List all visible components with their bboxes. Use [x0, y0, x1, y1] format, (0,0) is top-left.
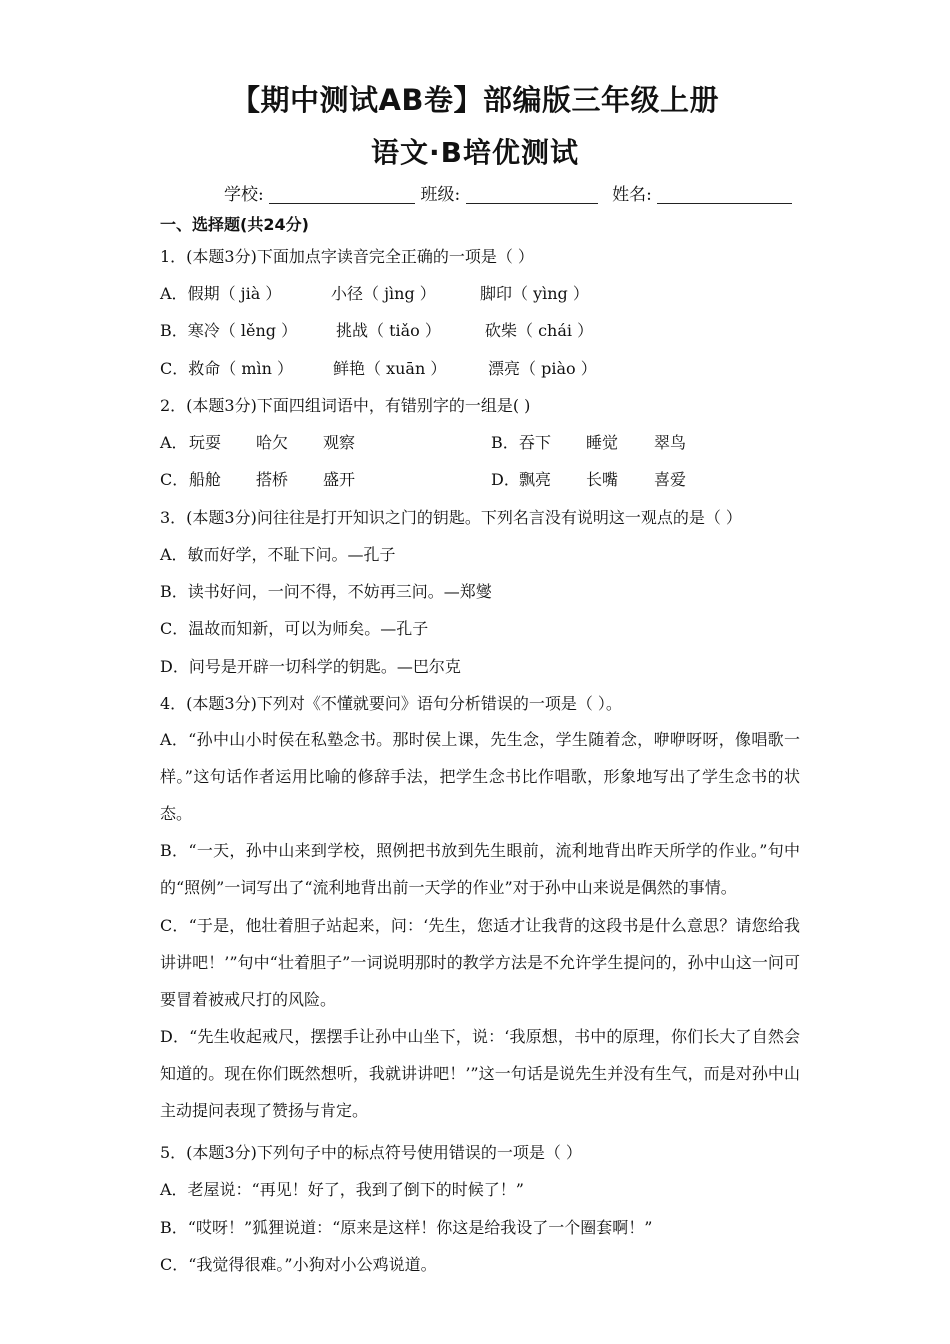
q2-option-b-letter: B．: [491, 433, 519, 452]
q1-option-c: [160, 356, 293, 379]
q2-option-d-word-2: 长嘴: [586, 470, 619, 489]
exam-title: 【期中测试AB卷】部编版三年级上册: [230, 83, 720, 117]
section-heading: 一、选择题(共24分): [160, 215, 309, 234]
exam-subtitle: 语文·B培优测试: [371, 136, 579, 169]
option-letter: B．: [160, 321, 188, 340]
class-label: 班级:: [420, 185, 461, 205]
q1-option-b-item-2: 挑战（ tiǎo ）: [336, 321, 441, 340]
q1-option-b: [160, 318, 297, 341]
q1-option-c-item-3: 漂亮（ piào ）: [488, 359, 597, 378]
question-5-stem: 5．(本题3分)下列句子中的标点符号使用错误的一项是（ ）: [160, 1143, 582, 1162]
q2-option-b-word-1: 吞下: [519, 433, 552, 452]
q2-option-b-word-2: 睡觉: [586, 433, 619, 452]
q3-option-d: D．问号是开辟一切科学的钥匙。—巴尔克: [160, 657, 461, 676]
question-4-stem: 4．(本题3分)下列对《不懂就要问》语句分析错误的一项是（ ）。: [160, 694, 622, 713]
q2-option-c-word-1: 船舱: [189, 470, 222, 489]
q2-option-c-word-3: 盛开: [323, 470, 356, 489]
q3-option-b: B．读书好问，一问不得，不妨再三问。—郑燮: [160, 582, 492, 601]
option-item: 寒冷（ lěng ）: [187, 321, 298, 340]
q1-option-a-item-3: 脚印（ yìng ）: [480, 284, 589, 303]
q2-option-c-letter: C．: [160, 470, 189, 489]
q5-option-b: B．“哎呀！”狐狸说道：“原来是这样！你这是给我设了一个圈套啊！”: [160, 1218, 653, 1237]
q2-option-b-word-3: 翠鸟: [654, 433, 687, 452]
option-item: 假期（ jià ）: [187, 284, 282, 303]
class-blank: [466, 183, 598, 204]
q4-option-a: A．“孙中山小时侯在私塾念书。那时侯上课，先生念，学生随着念，咿咿呀呀，像唱歌一样。”这句话作者运用比喻的修辞手法，把学生念书比作唱歌，形象地写出了学生念书的状态。: [160, 730, 800, 823]
q2-option-d-word-1: 飘亮: [519, 470, 552, 489]
q1-option-a-item-2: 小径（ jìng ）: [331, 284, 436, 303]
q2-option-d-word-3: 喜爱: [654, 470, 687, 489]
school-blank: [269, 183, 415, 204]
name-blank: [657, 183, 792, 204]
option-letter: C．: [160, 359, 189, 378]
q1-option-b-item-3: 砍柴（ chái ）: [485, 321, 594, 340]
name-label: 姓名:: [612, 185, 652, 205]
q4-option-c: C．“于是，他壮着胆子站起来，问：‘先生，您适才让我背的这段书是什么意思？请您给我讲讲吧！’”句中“壮着胆子”一词说明那时的教学方法是不允许学生提问的，孙中山这一问可要冒着被戒尺打的风险。: [160, 916, 800, 1009]
q2-option-a-word-3: 观察: [323, 433, 356, 452]
q2-option-d-letter: D．: [491, 470, 520, 489]
question-3-stem: 3．(本题3分)问往往是打开知识之门的钥匙。下列名言没有说明这一观点的是（ ）: [160, 508, 742, 527]
q2-option-c-word-2: 搭桥: [256, 470, 289, 489]
question-1-stem: 1．(本题3分)下面加点字读音完全正确的一项是（ ）: [160, 247, 534, 266]
q2-option-a-letter: A．: [160, 433, 188, 452]
option-letter: A．: [160, 284, 188, 303]
q4-option-d: D．“先生收起戒尺，摆摆手让孙中山坐下，说：‘我原想，书中的原理，你们长大了自然会知道的。现在你们既然想听，我就讲讲吧！’”这一句话是说先生并没有生气，而是对孙中山主动提问表现了赞扬与肯定。: [160, 1027, 800, 1120]
q5-option-c: C．“我觉得很难。”小狗对小公鸡说道。: [160, 1255, 437, 1274]
q5-option-a: A．老屋说：“再见！好了，我到了倒下的时候了！”: [160, 1180, 524, 1199]
school-label: 学校:: [224, 185, 264, 205]
question-2-stem: 2．(本题3分)下面四组词语中，有错别字的一组是( ): [160, 396, 531, 415]
q2-option-a-word-2: 哈欠: [256, 433, 289, 452]
q1-option-a: [160, 281, 281, 304]
option-item: 救命（ mìn ）: [188, 359, 294, 378]
q3-option-c: C．温故而知新，可以为师矣。—孔子: [160, 619, 429, 638]
q2-option-a-word-1: 玩耍: [189, 433, 222, 452]
q3-option-a: A．敏而好学，不耻下问。—孔子: [160, 545, 396, 564]
q4-option-b: B．“一天，孙中山来到学校，照例把书放到先生眼前，流利地背出昨天所学的作业。”句中的“照例”一词写出了“流利地背出前一天学的作业”对于孙中山来说是偶然的事情。: [160, 841, 800, 897]
q1-option-c-item-2: 鲜艳（ xuān ）: [333, 359, 447, 378]
student-info-line: [224, 180, 792, 205]
